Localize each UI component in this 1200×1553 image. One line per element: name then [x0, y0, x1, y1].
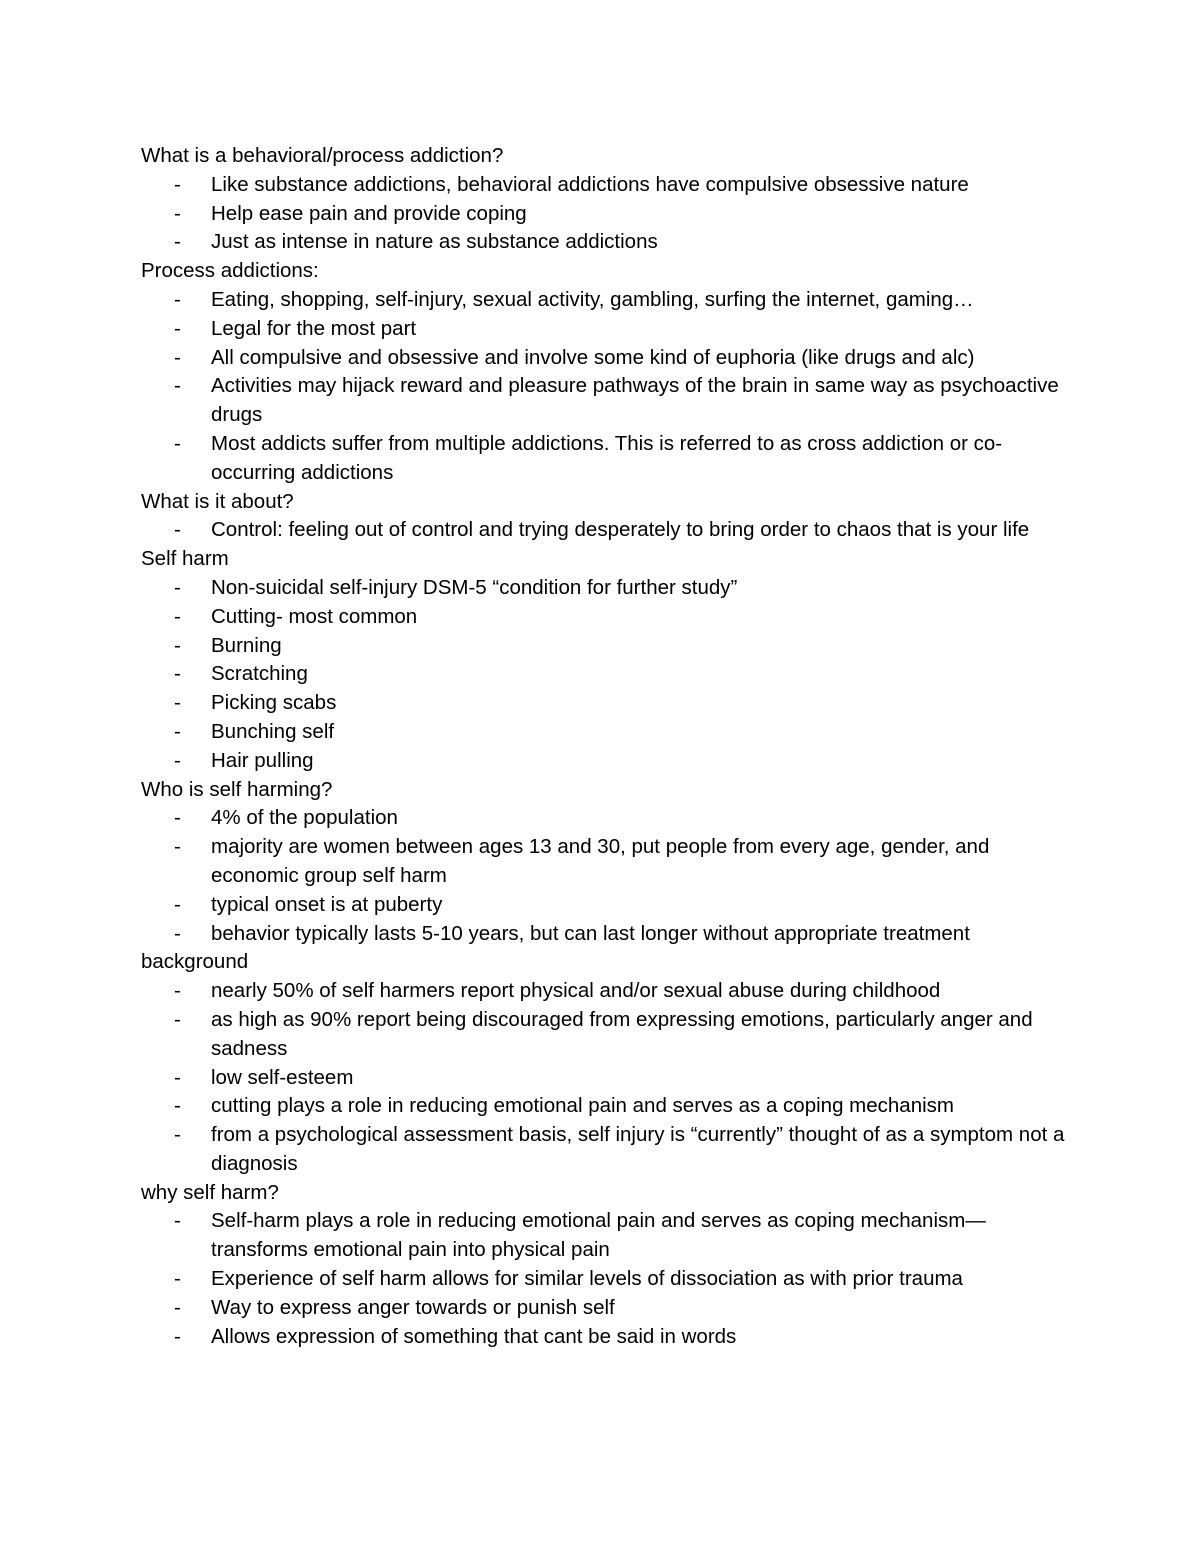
bullet-text: All compulsive and obsessive and involve some kind of euphoria (like drugs and alc) [211, 345, 975, 369]
bullet-item [141, 660, 1071, 689]
bullet-text: Help ease pain and provide coping [211, 201, 527, 225]
section [141, 1179, 1071, 1352]
dash-marker: - [174, 806, 181, 830]
section-heading: What is a behavioral/process addiction? [141, 144, 504, 167]
bullet-text: Control: feeling out of control and trying desperately to bring order to chaos that is your life [211, 518, 1030, 542]
bullet-text: Non-suicidal self-injury DSM-5 “condition for further study” [211, 575, 738, 599]
bullet-item [141, 1006, 1071, 1064]
bullet-item [141, 1207, 1071, 1265]
document-body [141, 142, 1071, 1351]
bullet-text: Activities may hijack reward and pleasure pathways of the brain in same way as psychoactive drugs [211, 374, 1059, 427]
bullet-item [141, 286, 1071, 315]
bullet-text: behavior typically lasts 5-10 years, but can last longer without appropriate treatment [211, 921, 970, 945]
bullet-item [141, 430, 1071, 488]
section [141, 142, 1071, 257]
bullet-text: Just as intense in nature as substance addictions [211, 230, 658, 254]
bullet-item [141, 574, 1071, 603]
bullet-item [141, 833, 1071, 891]
section [141, 545, 1071, 775]
dash-marker: - [174, 835, 181, 859]
bullet-text: from a psychological assessment basis, self injury is “currently” thought of as a symptom not a diagnosis [211, 1123, 1065, 1175]
dash-marker: - [174, 518, 181, 542]
bullet-text: Most addicts suffer from multiple addictions. This is referred to as cross addiction or co-occurring addictions [211, 431, 1003, 484]
bullet-text: Picking scabs [211, 691, 337, 715]
bullet-text: Self-harm plays a role in reducing emotional pain and serves as coping mechanism—transforms emotional pain into physical pain [211, 1209, 986, 1262]
bullet-text: Cutting- most common [211, 604, 418, 628]
dash-marker: - [174, 604, 181, 628]
bullet-list [141, 574, 1071, 776]
dash-marker: - [174, 1209, 181, 1233]
bullet-item [141, 372, 1071, 430]
dash-marker: - [174, 230, 181, 254]
bullet-text: nearly 50% of self harmers report physical and/or sexual abuse during childhood [211, 979, 941, 1003]
dash-marker: - [174, 662, 181, 686]
section-heading: why self harm? [141, 1180, 279, 1204]
section-heading: Process addictions: [141, 259, 319, 283]
bullet-text: Experience of self harm allows for similar levels of dissociation as with prior trauma [211, 1267, 963, 1291]
bullet-text: Scratching [211, 662, 308, 686]
bullet-item [141, 1092, 1071, 1121]
bullet-item [141, 718, 1071, 747]
bullet-text: low self-esteem [211, 1065, 354, 1089]
bullet-item [141, 920, 1071, 949]
bullet-text: Like substance addictions, behavioral addictions have compulsive obsessive nature [211, 172, 969, 196]
dash-marker: - [174, 979, 181, 1003]
dash-marker: - [174, 575, 181, 599]
bullet-item [141, 747, 1071, 776]
bullet-text: Hair pulling [211, 748, 314, 772]
bullet-text: Bunching self [211, 719, 335, 743]
bullet-item [141, 171, 1071, 200]
bullet-text: Burning [211, 633, 282, 657]
bullet-list [141, 804, 1071, 948]
bullet-item [141, 200, 1071, 229]
bullet-text: as high as 90% report being discouraged from expressing emotions, particularly anger and sadness [211, 1007, 1033, 1060]
section [141, 776, 1071, 949]
bullet-text: 4% of the population [211, 806, 398, 830]
dash-marker: - [174, 1295, 181, 1319]
dash-marker: - [174, 921, 181, 945]
bullet-list [141, 516, 1071, 545]
bullet-text: cutting plays a role in reducing emotional pain and serves as a coping mechanism [211, 1094, 954, 1118]
bullet-item [141, 315, 1071, 344]
dash-marker: - [174, 1123, 181, 1147]
bullet-text: Allows expression of something that cant be said in words [211, 1324, 737, 1348]
dash-marker: - [174, 691, 181, 715]
section-heading: What is it about? [141, 489, 294, 513]
dash-marker: - [174, 287, 181, 311]
bullet-item [141, 344, 1071, 373]
dash-marker: - [174, 1267, 181, 1291]
dash-marker: - [174, 431, 181, 455]
dash-marker: - [174, 892, 181, 916]
dash-marker: - [174, 633, 181, 657]
section-heading: Who is self harming? [141, 777, 333, 801]
section [141, 948, 1071, 1178]
section [141, 257, 1071, 487]
bullet-text: Way to express anger towards or punish self [211, 1295, 615, 1319]
dash-marker: - [174, 719, 181, 743]
bullet-list [141, 171, 1071, 257]
section-heading: Self harm [141, 547, 229, 571]
bullet-item [141, 1294, 1071, 1323]
bullet-item [141, 1265, 1071, 1294]
bullet-list [141, 977, 1071, 1179]
dash-marker: - [174, 172, 181, 196]
bullet-text: Legal for the most part [211, 316, 417, 340]
dash-marker: - [174, 1065, 181, 1089]
dash-marker: - [174, 201, 181, 225]
dash-marker: - [174, 345, 181, 369]
dash-marker: - [174, 1007, 181, 1031]
bullet-item [141, 228, 1071, 257]
dash-marker: - [174, 374, 181, 398]
bullet-item [141, 1323, 1071, 1352]
dash-marker: - [174, 1094, 181, 1118]
bullet-item [141, 632, 1071, 661]
bullet-item [141, 603, 1071, 632]
bullet-item [141, 689, 1071, 718]
bullet-list [141, 286, 1071, 488]
dash-marker: - [174, 316, 181, 340]
bullet-text: majority are women between ages 13 and 30, put people from every age, gender, and economic group self harm [211, 835, 990, 887]
bullet-list [141, 1207, 1071, 1351]
dash-marker: - [174, 1324, 181, 1348]
bullet-item [141, 891, 1071, 920]
bullet-item [141, 1064, 1071, 1093]
section-heading: background [141, 950, 249, 974]
bullet-item [141, 977, 1071, 1006]
dash-marker: - [174, 748, 181, 772]
section [141, 488, 1071, 546]
bullet-text: typical onset is at puberty [211, 892, 443, 916]
bullet-text: Eating, shopping, self-injury, sexual activity, gambling, surfing the internet, gaming… [211, 287, 974, 311]
bullet-item [141, 804, 1071, 833]
bullet-item [141, 516, 1071, 545]
bullet-item [141, 1121, 1071, 1179]
